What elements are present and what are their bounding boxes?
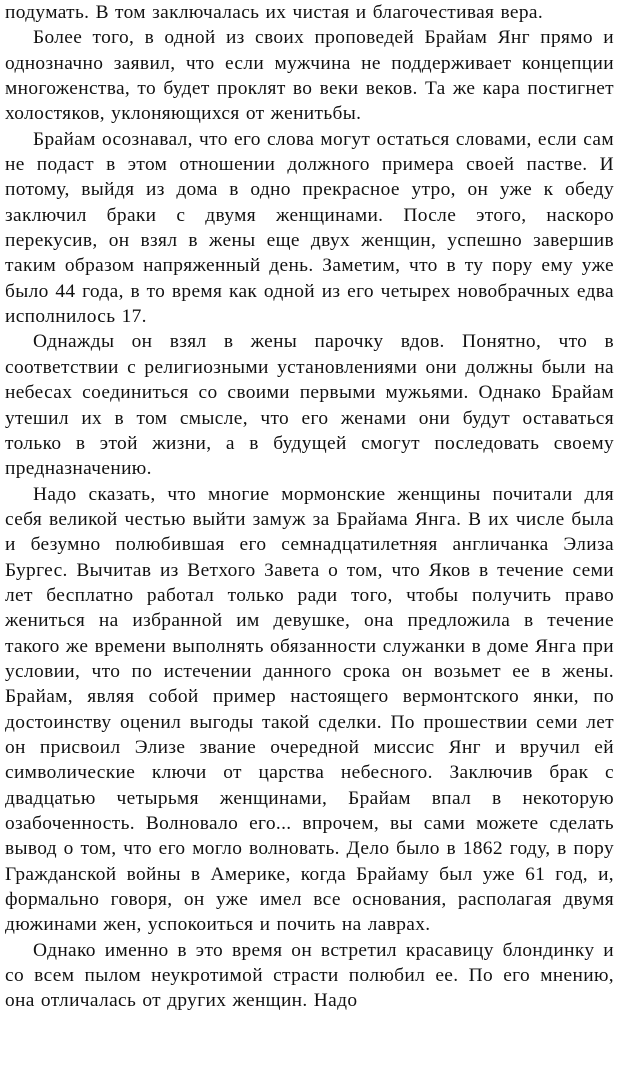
paragraph-eliza: Надо сказать, что многие мормонские женщины почитали для себя великой честью выйти замуж за Брайама Янга. В их числе была и безумно полюбившая его семнадцатилетняя англичанка Элиза Бургес. Вычитав из Ветхого Завета о том, что Яков в течение семи лет бесплатно работал только ради того, чтобы получить право жениться на избранной им девушке, она предложила в течение такого же времени выполнять обязанности служанки в доме Янга при условии, что по истечении данного срока он возьмет ее в жены. Брайам, являя собой пример настоящего вермонтского янки, по достоинству оценил выгоды такой сделки. По прошествии семи лет он присвоил Элизе звание очередной миссис Янг и вручил ей символические ключи от царства небесного. Заключив брак с двадцатью четырьмя женщинами, Брайам впал в некоторую озабоченность. Волновало его... впрочем, вы сами можете сделать вывод о том, что его могло волновать. Дело было в 1862 году, в пору Гражданской войны в Америке, когда Брайаму был уже 61 год, и, формально говоря, он уже имел все основания, располагая двумя дюжинами жен, успокоиться и почить на лаврах. [5,483,614,936]
paragraph-sermon: Более того, в одной из своих проповедей Брайам Янг прямо и однозначно заявил, что если мужчина не поддерживает концепции многоженства, то будет проклят во веки веков. Та же кара постигнет холостяков, уклоняющихся от женитьбы. [5,27,614,125]
paragraph-example: Брайам осознавал, что его слова могут остаться словами, если сам не подаст в этом отношении должного примера своей пастве. И потому, выйдя из дома в одно прекрасное утро, он уже к обеду заключил браки с двумя женщинами. После этого, наскоро перекусив, он взял в жены еще двух женщин, успешно завершив таким образом напряженный день. Заметим, что в ту пору ему уже было 44 года, в то время как одной из его четырех новобрачных едва исполнилось 17. [5,128,614,328]
paragraph-blonde: Однако именно в это время он встретил красавицу блондинку и со всем пылом неукротимой страсти полюбил ее. По его мнению, она отличалась от других женщин. Надо [5,939,614,1012]
paragraph-widows: Однажды он взял в жены парочку вдов. Понятно, что в соответствии с религиозными установлениями они должны были на небесах соединиться со своими первыми мужьями. Однако Брайам утешил их в том смысле, что его женами они будут оставаться только в этой жизни, а в будущей смогут последовать своему предназначению. [5,331,614,480]
paragraph-continuation: подумать. В том заключалась их чистая и благочестивая вера. [5,2,544,23]
book-page [5,0,614,1014]
